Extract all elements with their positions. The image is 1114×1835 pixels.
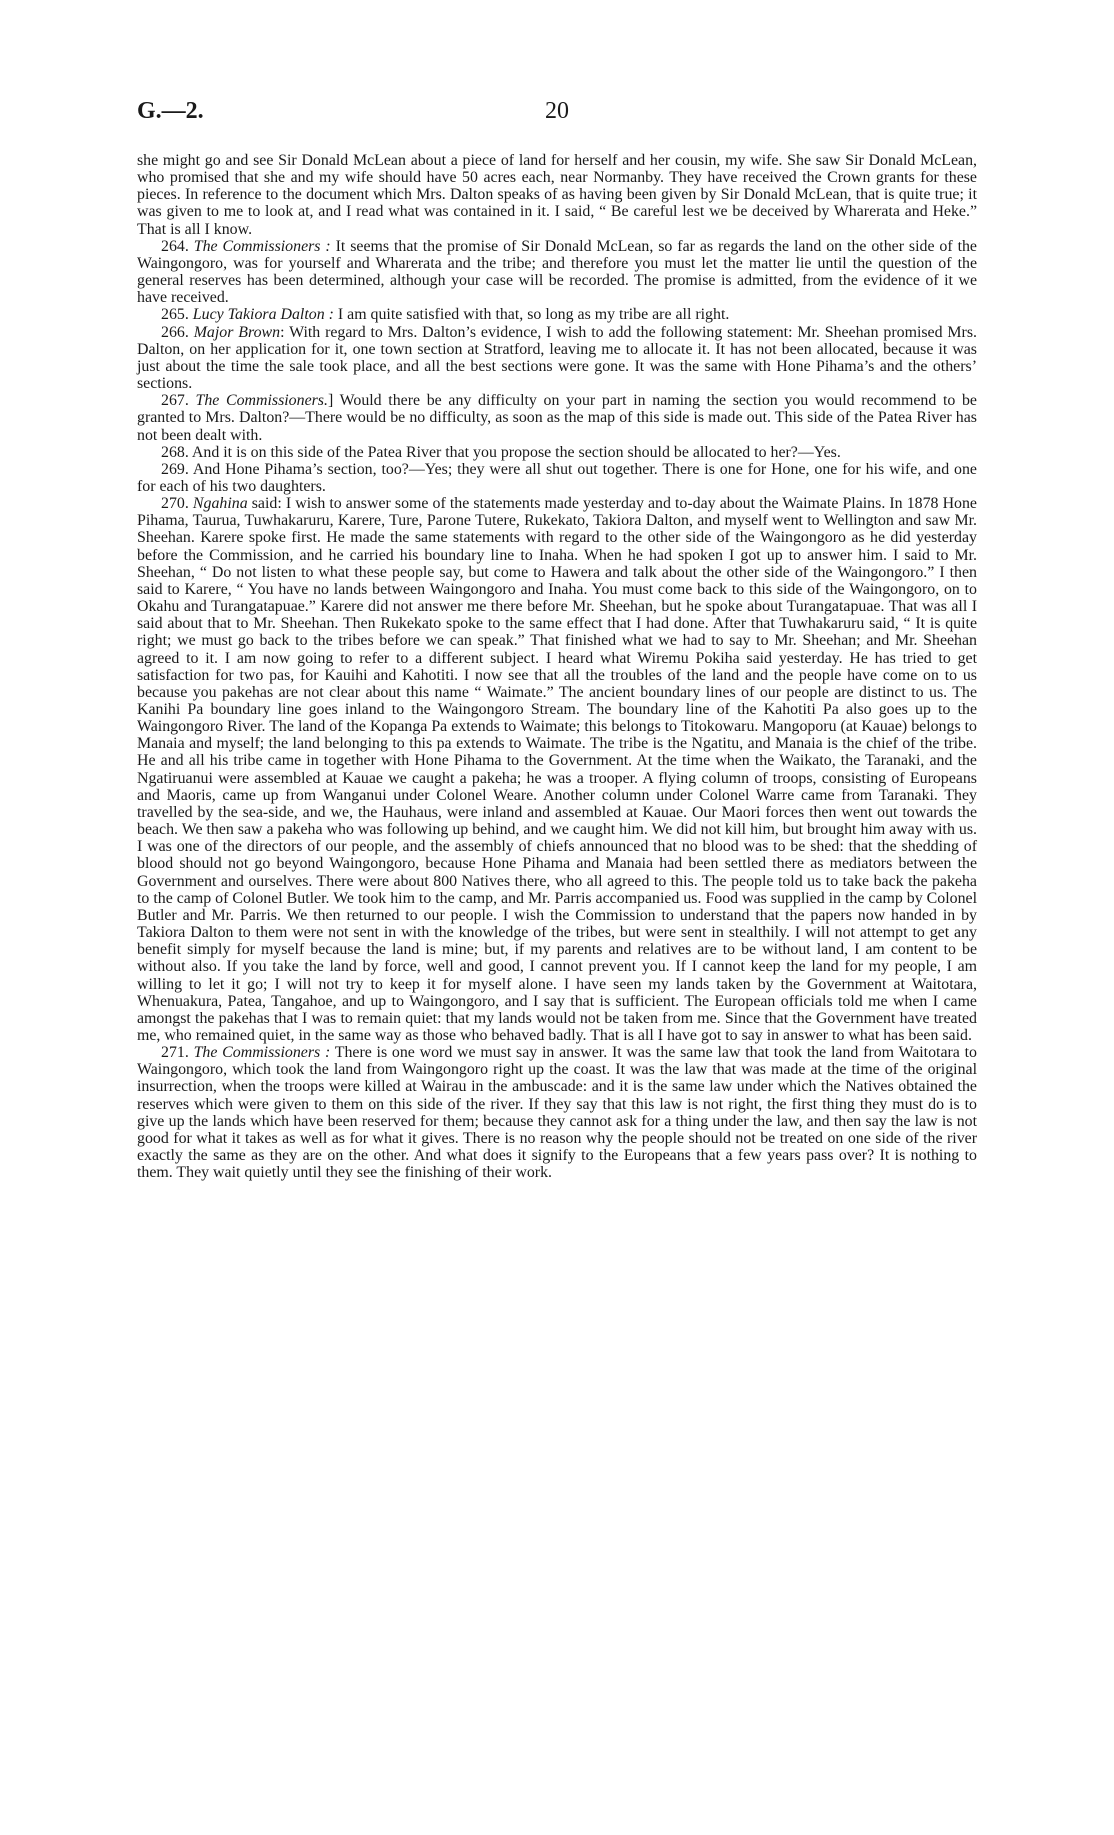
speaker-name: Ngahina [192,495,248,513]
paragraph-text: With regard to Mrs. Dalton’s evidence, I wish to add the following statement: Mr. Sheehan promised Mrs. Dalton, on her application for it, one town section at Stratford, leaving me to allocate it. It has not been allocated, because it was just about the time the sale took place, and all the best sections were gone. It was the same with Hone Pihama’s and the others’ sections. [137,323,977,393]
paragraph-271 [137,1044,977,1181]
paragraph-text: It seems that the promise of Sir Donald McLean, so far as regards the land on the other side of the Waingongoro, was for yourself and Wharerata and the tribe; and therefore you must let the matter lie until the question of the general reserves has been determined, although your case will be recorded. The promise is admitted, from the evidence of it we have received. [137,237,977,307]
paragraph-265 [137,306,977,323]
paragraph-text: I wish to answer some of the statements made yesterday and to-day about the Waimate Plains. In 1878 Hone Pihama, Taurua, Tuwhakaruru, Karere, Ture, Parone Tutere, Rukekato, Takiora Dalton, and myself went to Wellington and saw Mr. Sheehan. Karere spoke first. He made the same statements with regard to the other side of the Waingongoro as he did yesterday before the Commission, and he carried his boundary line to Inaha. When he had spoken I got up to answer him. I said to Mr. Sheehan, “ Do not listen to what these people say, but come to Hawera and talk about the other side of the Waingongoro.” I then said to Karere, “ You have no lands between Waingongoro and Inaha. You must come back to this side of the Waingongoro, on to Okahu and Turangatapuae.” Karere did not answer me there before Mr. Sheehan, but he spoke about Turangatapuae. That was all I said about that to Mr. Sheehan. Then Rukekato spoke to the same effect that I had done. After that Tuwhakaruru said, “ It is quite right; we must go back to the tribes before we can speak.” That finished what we had to say to Mr. Sheehan; and Mr. Sheehan agreed to it. I am now going to refer to a different subject. I heard what Wiremu Pokiha said yesterday. He has tried to get satisfaction for two pas, for Kauihi and Kahotiti. I now see that all the troubles of the land and the people have come on to us because you pakehas are not clear about this name “ Waimate.” The ancient boundary lines of our people are distinct to us. The Kanihi Pa boundary line goes inland to the Waingongoro Stream. The boundary line of the Kahotiti Pa also goes up to the Waingongoro River. The land of the Kopanga Pa extends to Waimate; this belongs to Titokowaru. Mangoporu (at Kauae) belongs to Manaia and myself; the land belonging to this pa extends to Waimate. The tribe is the Ngatitu, and Manaia is the chief of the tribe. He and all his tribe came in together with Hone Pihama to the Government. At the time when the Waikato, the Taranaki, and the Ngatiruanui were assembled at Kauae we caught a pakeha; he was a trooper. A flying column of troops, consisting of Europeans and Maoris, came up from Wanganui under Colonel Weare. Another column under Colonel Warre came from Taranaki. They travelled by the sea-side, and we, the Hauhaus, were inland and assembled at Kauae. Our Maori forces then went out towards the beach. We then saw a pakeha who was following up behind, and we caught him. We did not kill him, but brought him away with us. I was one of the directors of our people, and the assembly of chiefs announced that no blood was to be shed: that the shedding of blood should not go beyond Waingongoro, because Hone Pihama and Manaia had been settled there as mediators between the Government and ourselves. There were about 800 Natives there, who all agreed to this. The people told us to take back the pakeha to the camp of Colonel Butler. We took him to the camp, and Mr. Parris accompanied us. Food was supplied in the camp by Colonel Butler and Mr. Parris. We then returned to our people. I wish the Commission to understand that the papers now handed in by Takiora Dalton to them were not sent in with the knowledge of the tribes, but were sent in stealthily. I will not attempt to get any benefit simply for myself because the land is mine; but, if my parents and relatives are to be without land, I am content to be without also. If you take the land by force, well and good, I cannot prevent you. If I cannot keep the land for my people, I am willing to let it go; I will not try to keep it for myself alone. I have seen my lands taken by the Government at Waitotara, Whenuakura, Patea, Tangahoe, and up to Waingongoro, and I say that is sufficient. The European officials told me when I came amongst the pakehas that I was to remain quiet: that my lands would not be taken from me. Since that the Government have treated me, who remained quiet, in the same way as those who behaved badly. That is all I have got to say in answer to what has been said. [137,495,977,1044]
paragraph-266 [137,324,977,393]
document-reference: G.—2. [137,98,204,124]
speaker-name: The Commissioners. [195,392,328,410]
paragraph-number: 270. [161,495,189,513]
paragraph-number: 271. [161,1044,189,1062]
speaker-name: The Commissioners : [193,1044,331,1062]
paragraph-text: And it is on this side of the Patea River that you propose the section should be allocated to her?—Yes. [191,443,841,461]
paragraph-number: 269. [161,460,189,478]
paragraph-264 [137,238,977,307]
paragraph-number: 267. [161,392,189,410]
paragraph-number: 264. [161,237,189,255]
speaker-separator: ] [327,392,340,410]
speaker-name: Lucy Takiora Dalton : [192,306,334,324]
page-number: 20 [545,98,569,124]
paragraph-text: And Hone Pihama’s section, too?—Yes; they were all shut out together. There is one for Hone, one for his wife, and one for each of his two daughters. [137,460,977,495]
paragraph-number: 265. [161,306,189,324]
document-body [137,152,977,1181]
paragraph-continued [137,152,977,238]
paragraph-text: Would there be any difficulty on your part in naming the section you would recommend to be granted to Mrs. Dalton?—There would be no difficulty, as soon as the map of this side is made out. This side of the Patea River has not been dealt with. [137,392,977,444]
speaker-separator: : [280,323,290,341]
paragraph-269 [137,461,977,495]
paragraph-268 [137,444,977,461]
speaker-name: Major Brown [193,323,281,341]
paragraph-text: she might go and see Sir Donald McLean about a piece of land for herself and her cousin, my wife. She saw Sir Donald McLean, who promised that she and my wife should have 50 acres each, near Normanby. They have received the Crown grants for these pieces. In reference to the document which Mrs. Dalton speaks of as having been given by Sir Donald McLean, that is quite true; it was given to me to look at, and I read what was contained in it. I said, “ Be careful lest we be deceived by Wharerata and Heke.” That is all I know. [137,152,977,238]
paragraph-text: I am quite satisfied with that, so long as my tribe are all right. [337,306,730,324]
paragraph-number: 266. [161,323,189,341]
speaker-separator: said: [247,495,286,513]
paragraph-text: There is one word we must say in answer. It was the same law that took the land from Waitotara to Waingongoro, which took the land from Waingongoro right up the coast. It was the law that was made at the time of the original insurrection, when the troops were killed at Wairau in the ambuscade: and it is the same law under which the Natives obtained the reserves which were given to them on this side of the river. If they say that this law is not right, the first thing they must do is to give up the lands which have been reserved for them; because they cannot ask for a thing under the law, and then say the law is not good for what it takes as well as for what it gives. There is no reason why the people should not be treated on one side of the river exactly the same as they are on the other. And what does it signify to the Europeans that a few years pass over? It is nothing to them. They wait quietly until they see the finishing of their work. [137,1044,977,1182]
paragraph-270 [137,495,977,1044]
paragraph-number: 268. [161,443,189,461]
page-header [137,98,977,132]
paragraph-267 [137,392,977,443]
speaker-name: The Commissioners : [193,237,331,255]
